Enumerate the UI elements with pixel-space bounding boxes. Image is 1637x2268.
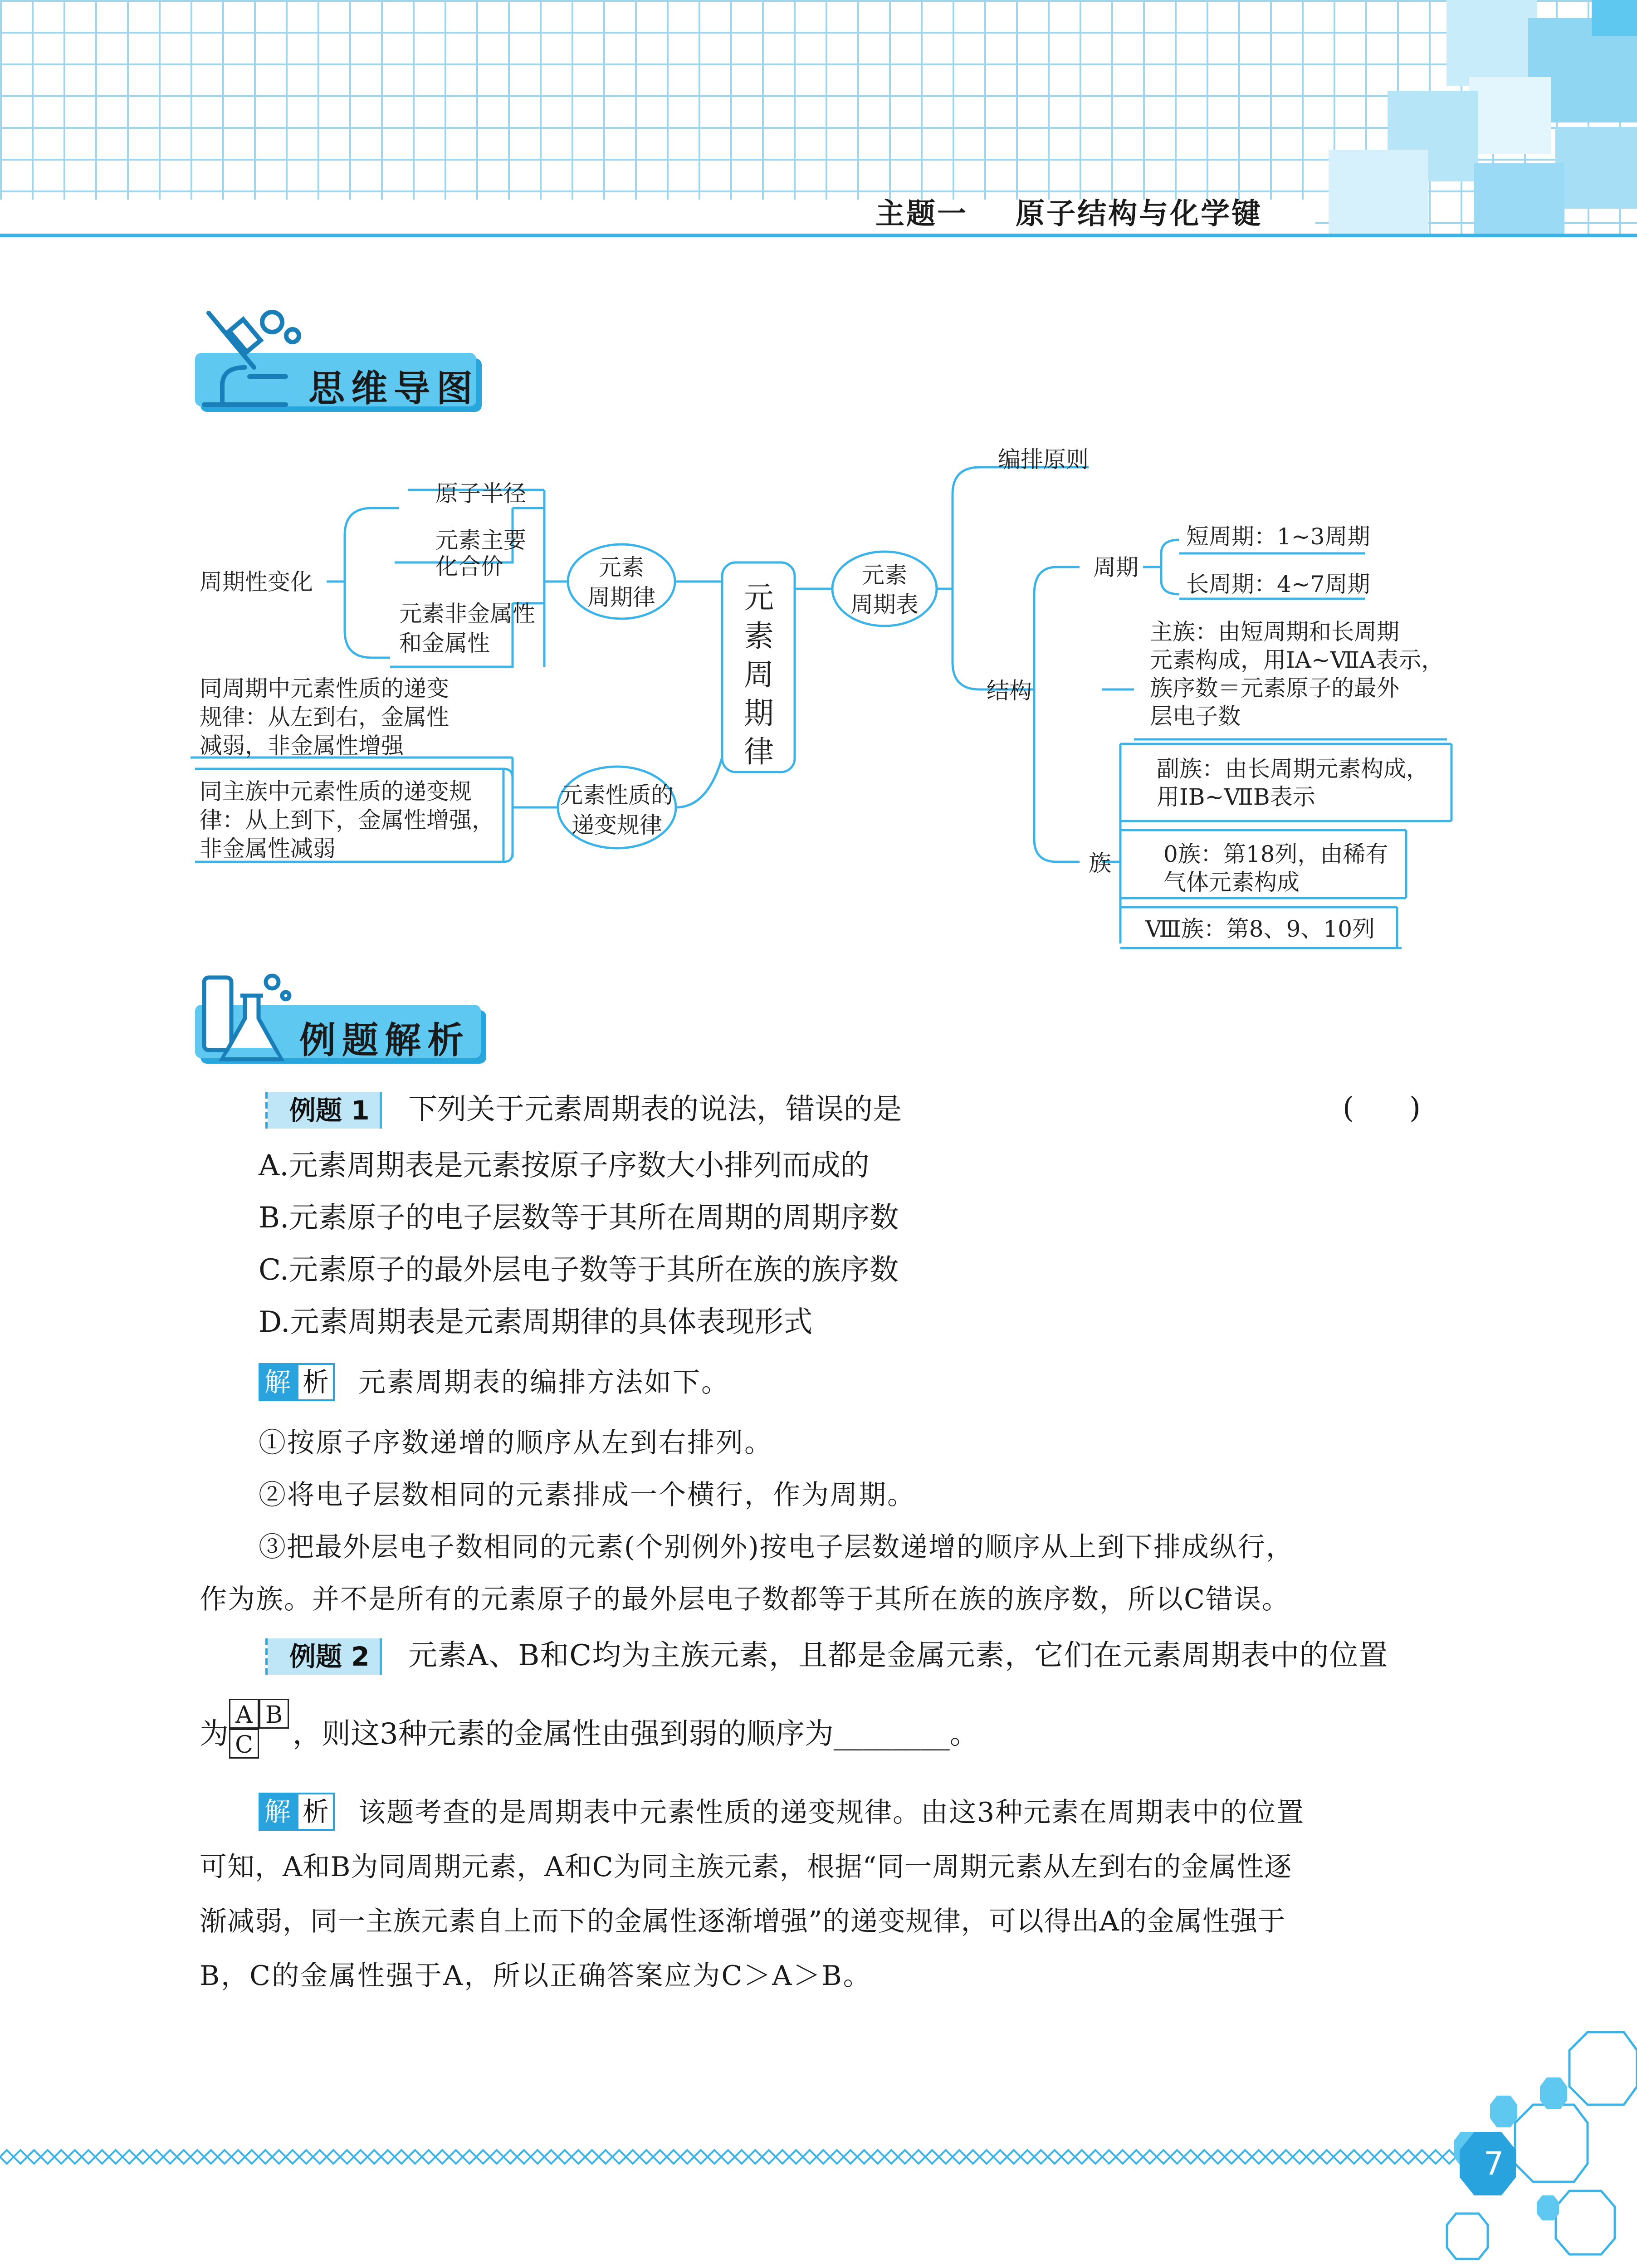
mm-arrangement: 编排原则 bbox=[998, 446, 1089, 473]
mm-main-group-3: 族序数＝元素原子的最外 bbox=[1150, 675, 1399, 701]
example1-option-d: D.元素周期表是元素周期律的具体表现形式 bbox=[259, 1305, 813, 1339]
analysis-badge-char-2: 析 bbox=[297, 1793, 335, 1831]
example2-tag: 例题 2 bbox=[268, 1638, 382, 1675]
analysis-badge-char-1: 解 bbox=[259, 1363, 297, 1401]
header-rule bbox=[0, 234, 1637, 237]
mm-center-char-1: 元 bbox=[744, 580, 774, 615]
example2-analysis-line-4: B，C的金属性强于A，所以正确答案应为C＞A＞B。 bbox=[200, 1960, 872, 1992]
examples-title: 例题解析 bbox=[299, 1019, 470, 1061]
example1-option-c: C.元素原子的最外层电子数等于其所在族的族序数 bbox=[259, 1253, 899, 1287]
mm-zero-group-2: 气体元素构成 bbox=[1163, 869, 1300, 895]
mm-period: 周期 bbox=[1093, 554, 1139, 581]
cell-a: A bbox=[229, 1699, 259, 1729]
mm-group: 族 bbox=[1089, 850, 1111, 876]
mm-short-period: 短周期：1~3周期 bbox=[1186, 523, 1370, 550]
mm-main-group-4: 层电子数 bbox=[1150, 703, 1241, 729]
example1-analysis-line-4: ③把最外层电子数相同的元素(个别例外)按电子层数递增的顺序从上到下排成纵行， bbox=[259, 1531, 1294, 1563]
example1-analysis-line-2: ①按原子序数递增的顺序从左到右排列。 bbox=[259, 1427, 773, 1459]
example2-analysis-badge bbox=[259, 1793, 335, 1831]
header-title: 主题一 原子结构与化学键 bbox=[875, 197, 1263, 231]
mm-center-char-5: 律 bbox=[744, 734, 774, 769]
mm-trend-group-1: 同主族中元素性质的递变规 bbox=[200, 778, 472, 805]
mindmap-badge bbox=[195, 299, 499, 417]
mm-trend-group-3: 非金属性减弱 bbox=[200, 836, 336, 862]
mm-sub-group-1: 副族：由长周期元素构成， bbox=[1157, 756, 1429, 782]
mm-zero-group-1: 0族：第18列，由稀有 bbox=[1163, 841, 1388, 867]
mm-metallic-2: 和金属性 bbox=[399, 630, 490, 656]
mm-trend-group-2: 律：从上到下，金属性增强， bbox=[200, 807, 494, 833]
mm-trend-period-3: 减弱，非金属性增强 bbox=[200, 733, 404, 759]
mm-long-period: 长周期：4~7周期 bbox=[1186, 571, 1370, 597]
mm-main-group-2: 元素构成，用IA~ⅦA表示， bbox=[1150, 647, 1444, 673]
page-number: 7 bbox=[1483, 2145, 1504, 2182]
mm-center-char-4: 期 bbox=[744, 696, 774, 731]
mm-trend-period-2: 规律：从左到右，金属性 bbox=[200, 704, 449, 730]
element-position-table bbox=[229, 1699, 289, 1759]
mm-viii-group: Ⅷ族：第8、9、10列 bbox=[1145, 916, 1375, 942]
mm-main-group-1: 主族：由短周期和长周期 bbox=[1150, 619, 1399, 645]
mm-structure: 结构 bbox=[987, 678, 1032, 704]
flask-icon bbox=[195, 968, 299, 1073]
example1-analysis-line-3: ②将电子层数相同的元素排成一个横行，作为周期。 bbox=[259, 1479, 916, 1511]
mindmap-title: 思维导图 bbox=[308, 367, 479, 410]
example1-tag: 例题 1 bbox=[268, 1092, 382, 1129]
example1-analysis-line-5: 作为族。并不是所有的元素原子的最外层电子数都等于其所在族的族序数，所以C错误。 bbox=[200, 1584, 1290, 1615]
mm-trend-period-1: 同周期中元素性质的递变 bbox=[200, 675, 449, 702]
analysis-badge-char-1: 解 bbox=[259, 1793, 297, 1831]
cell-c: C bbox=[229, 1729, 259, 1759]
mm-hub-periodic-law-1: 元素 bbox=[599, 554, 644, 581]
mm-atomic-radius: 原子半径 bbox=[435, 480, 526, 507]
examples-badge bbox=[195, 968, 499, 1073]
cell-b: B bbox=[259, 1699, 289, 1729]
mm-hub-trend-2: 递变规律 bbox=[572, 812, 662, 838]
mm-metallic-1: 元素非金属性 bbox=[399, 601, 535, 627]
mm-hub-periodic-law-2: 周期律 bbox=[587, 584, 655, 611]
example2-analysis-line-1: 该题考查的是周期表中元素性质的递变规律。由这3种元素在周期表中的位置 bbox=[358, 1797, 1305, 1828]
mm-hub-table-1: 元素 bbox=[862, 562, 907, 588]
mm-valence-2: 化合价 bbox=[435, 553, 503, 580]
mm-periodic-change: 周期性变化 bbox=[200, 569, 313, 595]
example2-analysis-line-2: 可知，A和B为同周期元素，A和C为同主族元素，根据“同一周期元素从左到右的金属性逐 bbox=[200, 1851, 1292, 1883]
example1-analysis-badge bbox=[259, 1363, 335, 1401]
mm-center-char-2: 素 bbox=[744, 619, 774, 654]
mm-center-char-3: 周 bbox=[744, 657, 774, 692]
example2-question-line-2: ，则这3种元素的金属性由强到弱的顺序为________。 bbox=[293, 1717, 979, 1751]
mm-hub-trend-1: 元素性质的 bbox=[560, 782, 674, 808]
mind-map bbox=[0, 431, 1637, 975]
example1-answer-paren: ( ) bbox=[1343, 1091, 1421, 1125]
header-cube-decoration bbox=[1274, 0, 1637, 236]
footer-wave-decoration bbox=[0, 2143, 1470, 2170]
mm-hub-table-2: 周期表 bbox=[850, 591, 919, 618]
mm-sub-group-2: 用IB~ⅦB表示 bbox=[1157, 784, 1315, 810]
example2-question-prefix: 为 bbox=[200, 1717, 229, 1751]
example1-question: 下列关于元素周期表的说法，错误的是 bbox=[408, 1093, 902, 1126]
microscope-icon bbox=[195, 299, 313, 413]
example2-analysis-line-3: 渐减弱，同一主族元素自上而下的金属性逐渐增强”的递变规律，可以得出A的金属性强于 bbox=[200, 1906, 1286, 1937]
mm-valence-1: 元素主要 bbox=[435, 527, 526, 553]
example1-option-b: B.元素原子的电子层数等于其所在周期的周期序数 bbox=[259, 1201, 899, 1235]
analysis-badge-char-2: 析 bbox=[297, 1363, 335, 1401]
example1-option-a: A.元素周期表是元素按原子序数大小排列而成的 bbox=[259, 1149, 870, 1183]
example1-analysis-line-1: 元素周期表的编排方法如下。 bbox=[358, 1367, 730, 1398]
example2-question-line-1: 元素A、B和C均为主族元素，且都是金属元素，它们在元素周期表中的位置 bbox=[408, 1639, 1388, 1672]
